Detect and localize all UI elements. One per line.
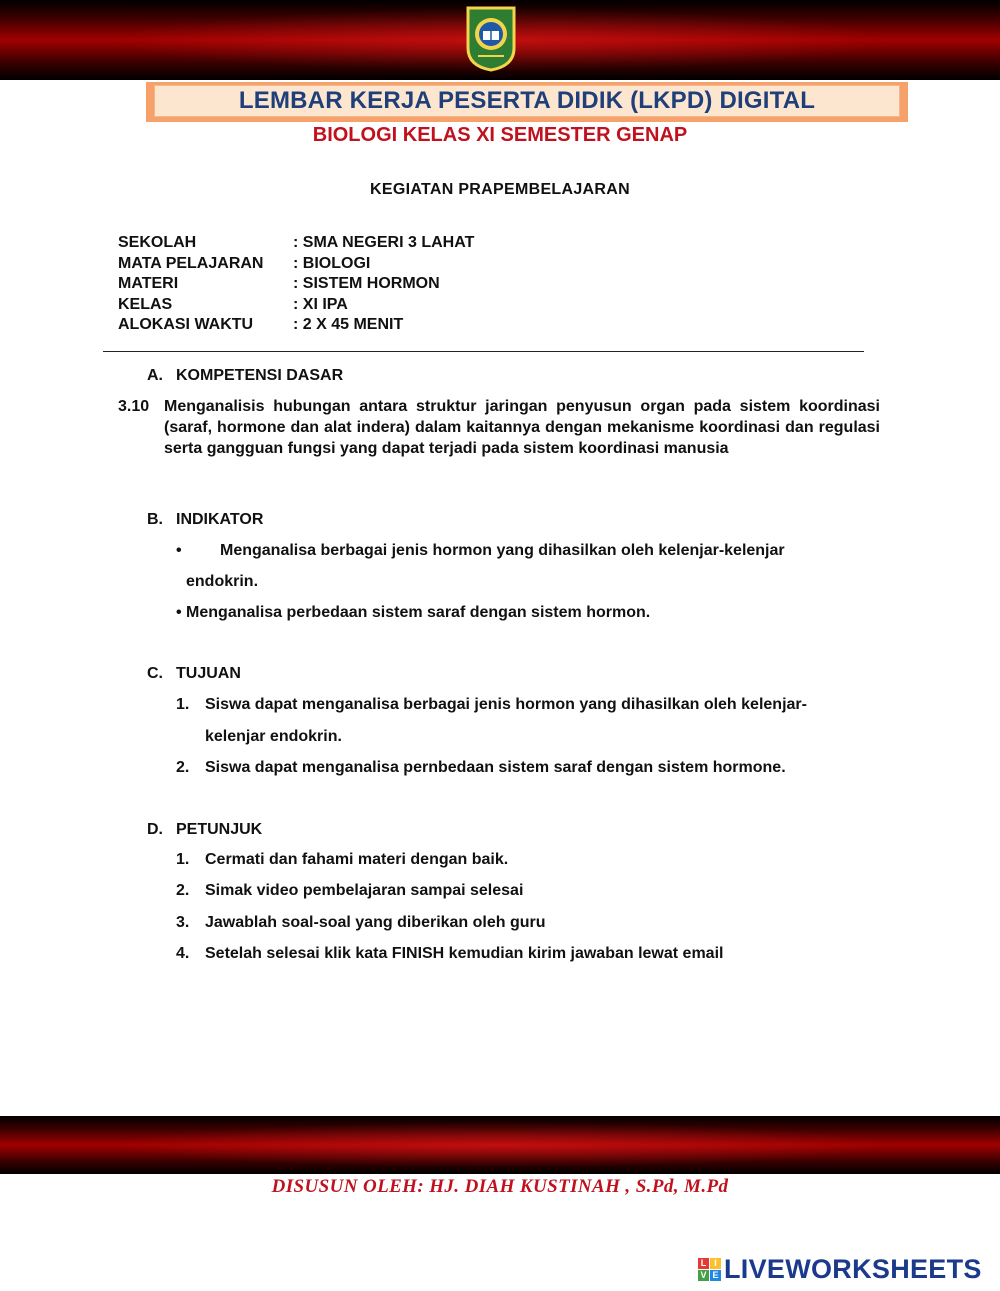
info-table [118,233,474,336]
logo-letter: I [710,1258,721,1269]
info-row [118,254,474,275]
school-emblem-icon [464,4,518,72]
page-subtitle: BIOLOGI KELAS XI SEMESTER GENAP [312,124,688,146]
info-value: : BIOLOGI [293,254,371,272]
kd-text: Menganalisis hubungan antara struktur jaringan penyusun organ pada sistem koordinasi (saraf, hormone dan alat indera) dalam kaitannya dengan mekanisme koordinasi dan regulasi serta gangguan fungsi yang dapat terjadi pada sistem koordinasi manusia [164,398,880,457]
petunjuk-text: Cermati dan fahami materi dengan baik. [205,851,509,868]
section-title: KOMPETENSI DASAR [176,367,344,384]
indikator-item: • Menganalisa perbedaan sistem saraf dengan sistem hormon. [176,604,651,621]
tujuan-item [176,759,786,777]
petunjuk-item [176,914,546,932]
liveworksheets-brand[interactable] [698,1254,982,1285]
item-number: 3. [176,914,190,931]
item-number: 2. [176,882,190,899]
section-letter: B. [147,511,163,528]
page-title: LEMBAR KERJA PESERTA DIDIK (LKPD) DIGITAL [154,85,900,117]
section-title: TUJUAN [176,665,241,682]
liveworksheets-logo-icon [698,1258,721,1281]
indikator-item-continued: endokrin. [186,573,259,590]
info-row [118,295,474,316]
section-letter: D. [147,821,163,838]
info-row [118,315,474,336]
petunjuk-item [176,851,508,869]
tujuan-item-continued: kelenjar endokrin. [205,728,342,745]
item-number: 4. [176,945,190,962]
indikator-text: Menganalisa berbagai jenis hormon yang dihasilkan oleh kelenjar-kelenjar [220,542,785,559]
brand-name: LIVEWORKSHEETS [724,1254,982,1284]
petunjuk-text: Jawablah soal-soal yang diberikan oleh guru [205,914,546,931]
logo-letter: L [698,1258,709,1269]
info-value: : SMA NEGERI 3 LAHAT [293,234,475,251]
indikator-item [176,542,785,560]
section-heading-tujuan [147,665,241,683]
section-title: PETUNJUK [176,821,263,838]
section-heading-petunjuk [147,821,262,839]
author-credit: DISUSUN OLEH: HJ. DIAH KUSTINAH , S.Pd, M.Pd [271,1176,729,1197]
info-value: : 2 X 45 MENIT [293,316,404,333]
logo-letter: V [698,1270,709,1281]
activity-heading: KEGIATAN PRAPEMBELAJARAN [370,181,630,198]
info-label: MATERI [118,275,179,292]
title-box [146,82,908,122]
item-number: 1. [176,851,190,868]
section-letter: A. [147,367,163,384]
tujuan-text: Siswa dapat menganalisa berbagai jenis hormon yang dihasilkan oleh kelenjar- [205,696,807,713]
info-row [118,274,474,295]
petunjuk-text: Setelah selesai klik kata FINISH kemudian kirim jawaban lewat email [205,945,724,962]
info-label: MATA PELAJARAN [118,254,264,272]
divider [103,351,864,352]
tujuan-text: Siswa dapat menganalisa pernbedaan sistem saraf dengan sistem hormone. [205,759,786,776]
section-title: INDIKATOR [176,511,264,528]
kd-number: 3.10 [118,398,150,415]
petunjuk-text: Simak video pembelajaran sampai selesai [205,882,524,899]
info-value: : XI IPA [293,295,348,313]
info-label: SEKOLAH [118,234,197,251]
item-number: 1. [176,696,190,713]
info-value: : SISTEM HORMON [293,275,440,292]
section-heading-kompetensi [147,367,343,385]
item-number: 2. [176,759,190,776]
kompetensi-dasar [118,396,880,459]
tujuan-item [176,696,807,714]
bullet: • [176,542,182,559]
info-row [118,233,474,254]
footer-band [0,1116,1000,1174]
section-letter: C. [147,665,163,682]
info-label: KELAS [118,295,173,313]
petunjuk-item [176,945,723,963]
logo-letter: E [710,1270,721,1281]
info-label: ALOKASI WAKTU [118,316,254,333]
petunjuk-item [176,882,523,900]
section-heading-indikator [147,511,263,529]
